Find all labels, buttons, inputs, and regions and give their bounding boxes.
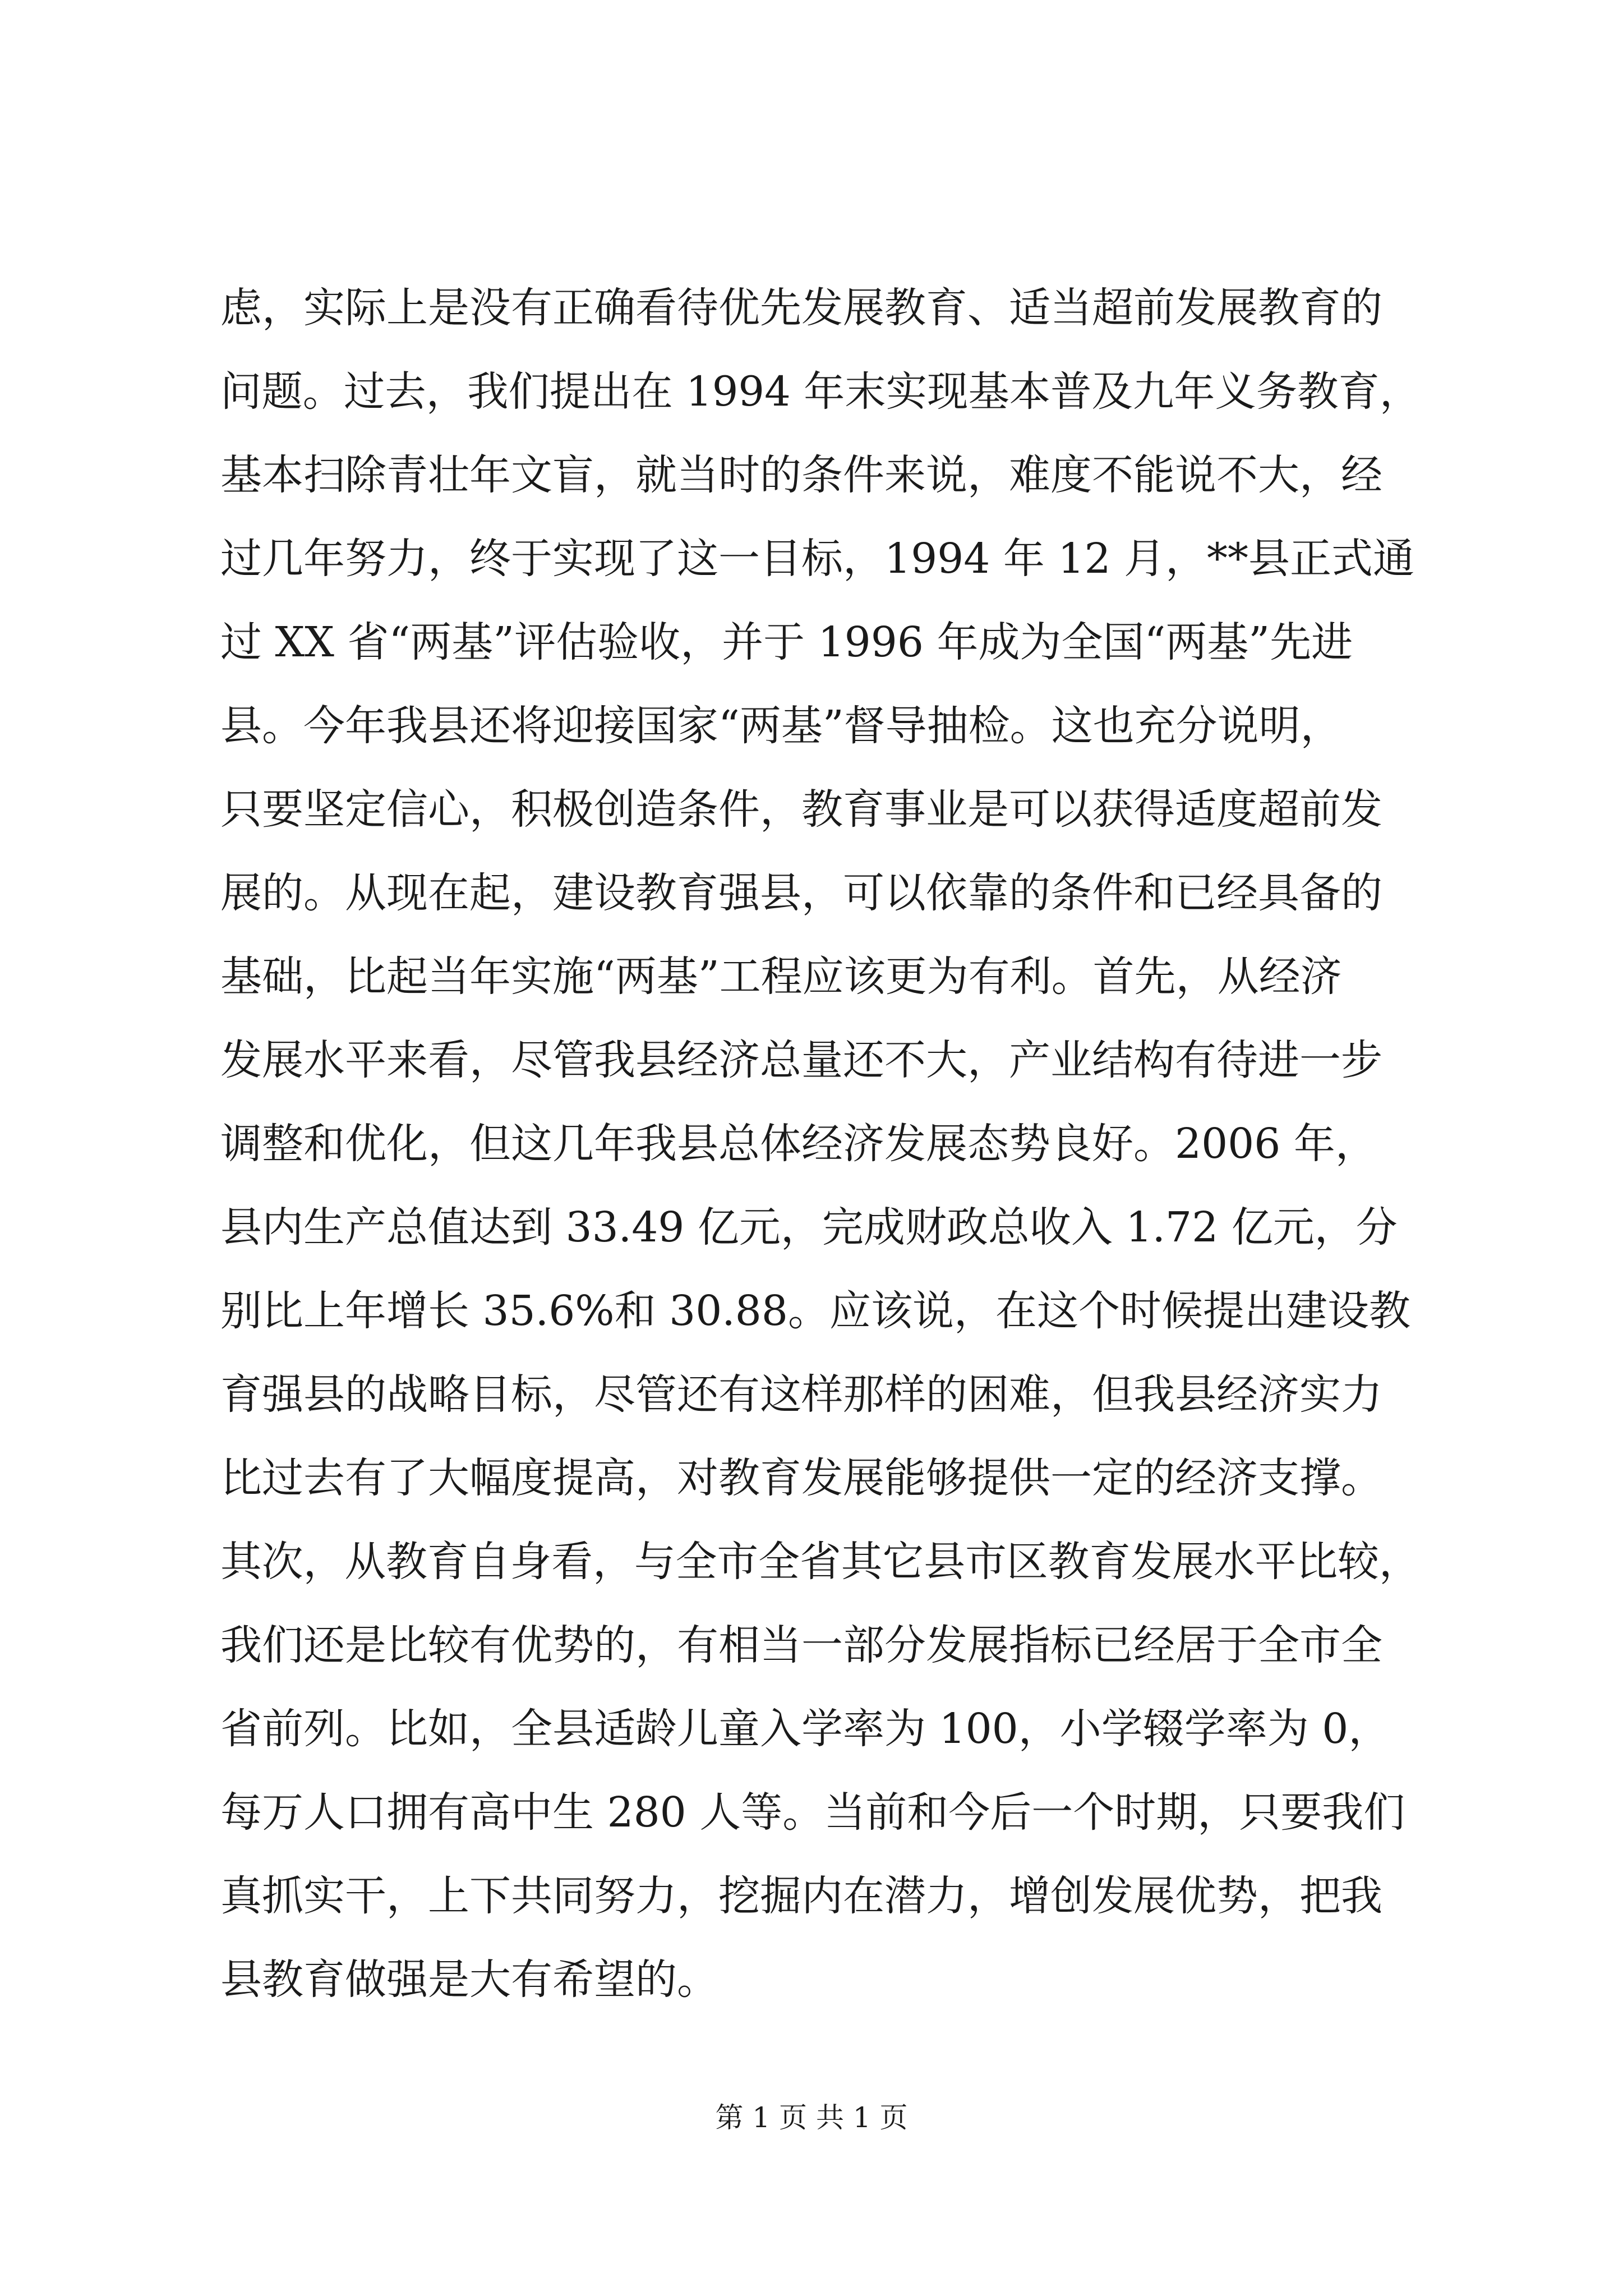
text-line: 发展水平来看，尽管我县经济总量还不大，产业结构有待进一步 [220, 1036, 1382, 1084]
text-line: 基本扫除青壮年文盲，就当时的条件来说，难度不能说不大，经 [220, 451, 1382, 499]
text-line: 县。今年我县还将迎接国家“两基”督导抽检。这也充分说明， [220, 702, 1342, 750]
text-line: 县教育做强是大有希望的。 [220, 1955, 718, 2004]
text-line: 过几年努力，终于实现了这一目标，1994 年 12 月，**县正式通 [220, 535, 1415, 583]
text-line: 虑，实际上是没有正确看待优先发展教育、适当超前发展教育的 [220, 284, 1382, 332]
text-line: 我们还是比较有优势的，有相当一部分发展指标已经居于全市全 [220, 1621, 1382, 1669]
body-paragraph [220, 266, 1421, 2022]
text-line: 问题。过去，我们提出在 1994 年末实现基本普及九年义务教育， [220, 368, 1421, 416]
text-line: 每万人口拥有高中生 280 人等。当前和今后一个时期，只要我们 [220, 1788, 1405, 1837]
page-number: 第 1 页 共 1 页 [715, 2101, 908, 2134]
text-line: 省前列。比如，全县适龄儿童入学率为 100，小学辍学率为 0， [220, 1705, 1390, 1753]
text-line: 过 XX 省“两基”评估验收，并于 1996 年成为全国“两基”先进 [220, 618, 1353, 666]
page-footer [0, 2095, 1623, 2136]
text-line: 基础，比起当年实施“两基”工程应该更为有利。首先，从经济 [220, 953, 1342, 1001]
text-line: 只要坚定信心，积极创造条件，教育事业是可以获得适度超前发 [220, 785, 1382, 834]
text-line: 比过去有了大幅度提高，对教育发展能够提供一定的经济支撑。 [220, 1454, 1382, 1502]
text-line: 其次，从教育自身看，与全市全省其它县市区教育发展水平比较， [220, 1538, 1421, 1586]
text-line: 县内生产总值达到 33.49 亿元，完成财政总收入 1.72 亿元，分 [220, 1203, 1398, 1251]
text-line: 育强县的战略目标，尽管还有这样那样的困难，但我县经济实力 [220, 1370, 1382, 1419]
text-line: 展的。从现在起，建设教育强县，可以依靠的条件和已经具备的 [220, 869, 1382, 917]
text-line: 别比上年增长 35.6%和 30.88。应该说，在这个时候提出建设教 [220, 1287, 1410, 1335]
text-line: 调整和优化，但这几年我县总体经济发展态势良好。2006 年， [220, 1120, 1377, 1168]
text-line: 真抓实干，上下共同努力，挖掘内在潜力，增创发展优势，把我 [220, 1872, 1382, 1920]
